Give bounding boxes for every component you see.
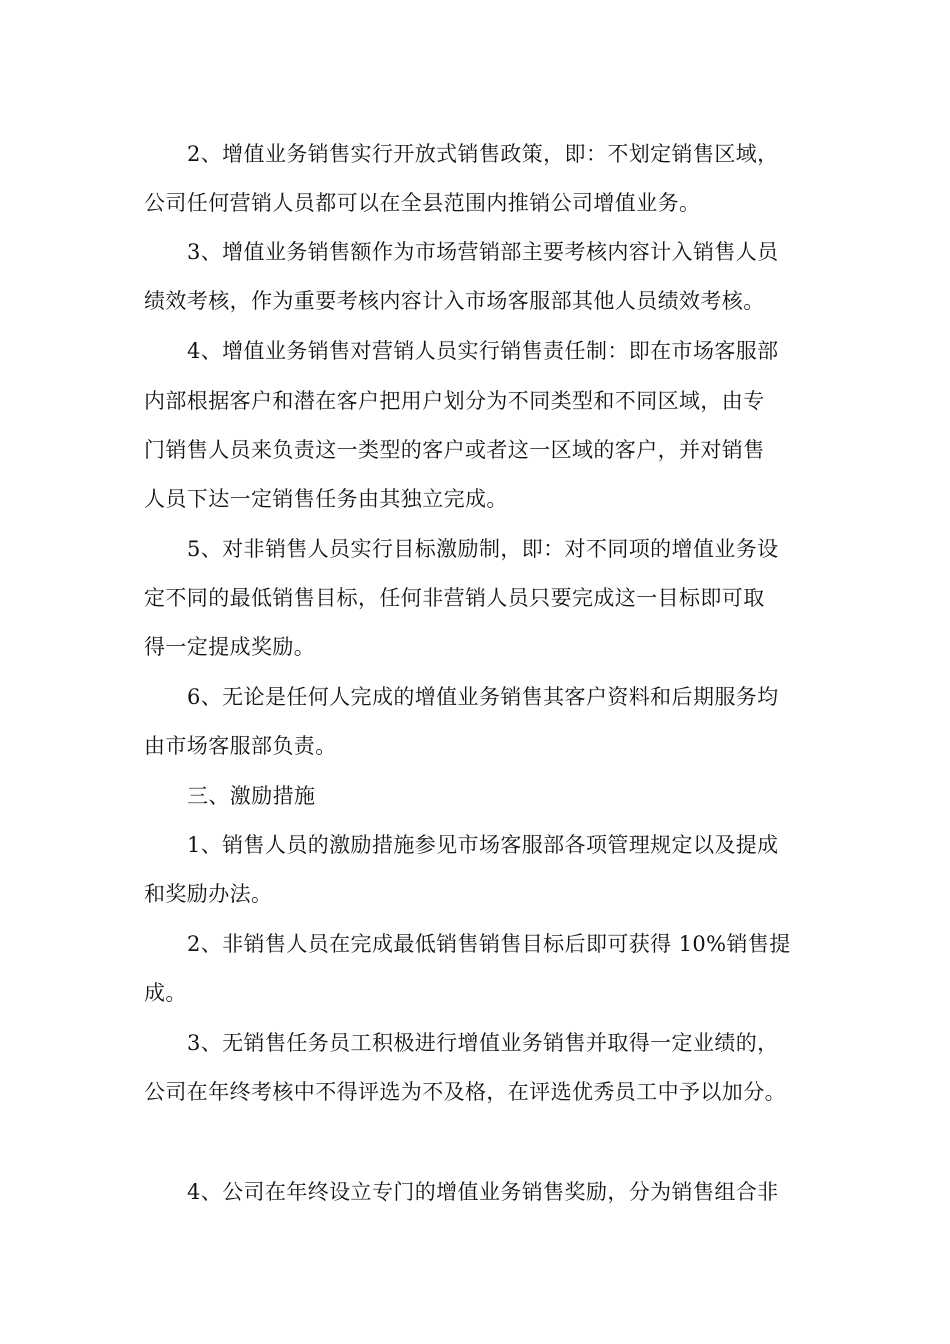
paragraph-line: 绩效考核，作为重要考核内容计入市场客服部其他人员绩效考核。: [144, 289, 765, 313]
paragraph-line: 2、增值业务销售实行开放式销售政策，即：不划定销售区域，: [187, 142, 779, 166]
paragraph-line: 公司任何营销人员都可以在全县范围内推销公司增值业务。: [144, 191, 701, 215]
paragraph-line: 成。: [144, 981, 187, 1005]
paragraph-line: 内部根据客户和潜在客户把用户划分为不同类型和不同区域，由专: [144, 389, 765, 413]
paragraph-line: 2、非销售人员在完成最低销售销售目标后即可获得 10%销售提: [187, 932, 791, 956]
paragraph-line: 人员下达一定销售任务由其独立完成。: [144, 487, 508, 511]
paragraph-line: 4、公司在年终设立专门的增值业务销售奖励，分为销售组合非: [187, 1180, 779, 1204]
section-heading: 三、激励措施: [187, 784, 316, 808]
paragraph-line: 4、增值业务销售对营销人员实行销售责任制：即在市场客服部: [187, 339, 779, 363]
paragraph-line: 3、无销售任务员工积极进行增值业务销售并取得一定业绩的，: [187, 1031, 779, 1055]
paragraph-line: 1、销售人员的激励措施参见市场客服部各项管理规定以及提成: [187, 833, 779, 857]
paragraph-line: 定不同的最低销售目标，任何非营销人员只要完成这一目标即可取: [144, 586, 765, 610]
paragraph-line: 得一定提成奖励。: [144, 635, 316, 659]
paragraph-line: 门销售人员来负责这一类型的客户或者这一区域的客户，并对销售: [144, 438, 765, 462]
paragraph-line: 3、增值业务销售额作为市场营销部主要考核内容计入销售人员: [187, 240, 779, 264]
paragraph-line: 公司在年终考核中不得评选为不及格，在评选优秀员工中予以加分。: [144, 1080, 786, 1104]
paragraph-line: 由市场客服部负责。: [144, 734, 337, 758]
paragraph-line: 和奖励办法。: [144, 882, 273, 906]
paragraph-line: 6、无论是任何人完成的增值业务销售其客户资料和后期服务均: [187, 685, 779, 709]
paragraph-line: 5、对非销售人员实行目标激励制，即：对不同项的增值业务设: [187, 537, 779, 561]
